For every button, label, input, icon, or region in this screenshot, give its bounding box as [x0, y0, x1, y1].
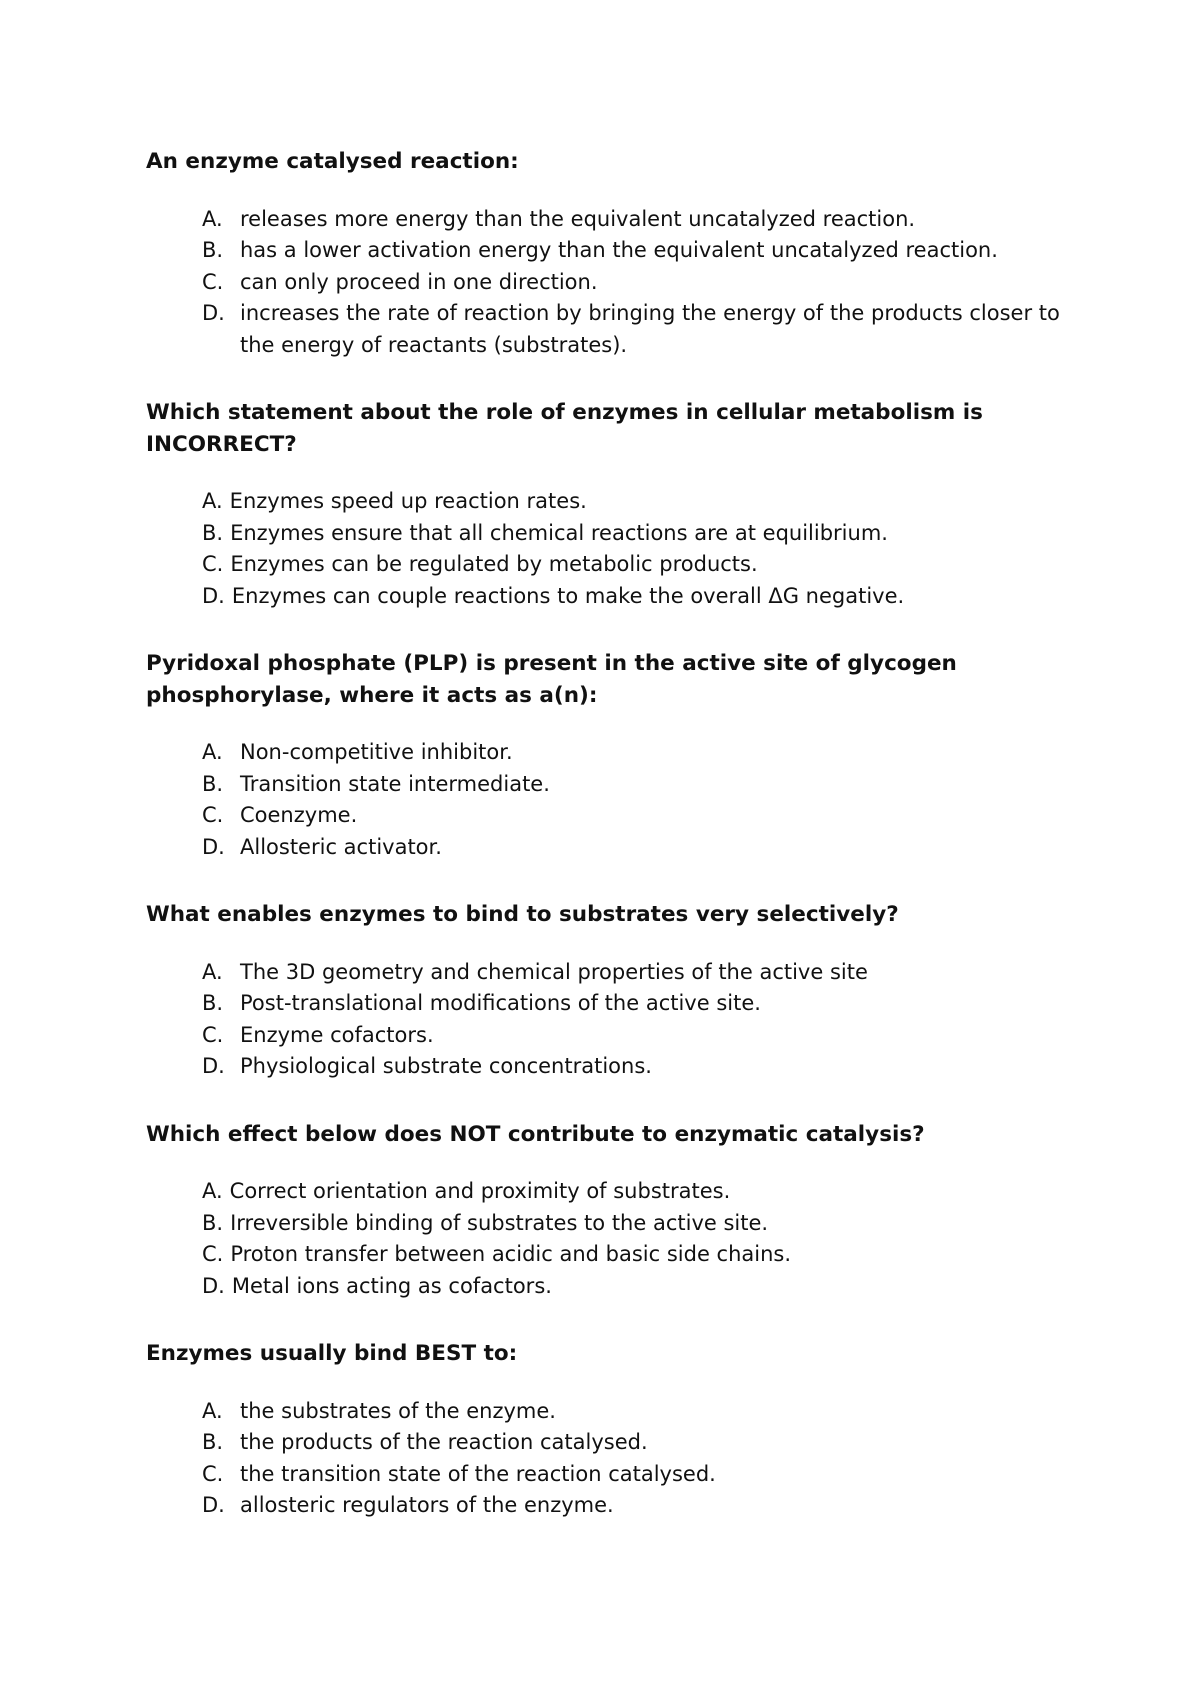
- question-title: Which statement about the role of enzymes in cellular metabolism is INCORRECT?: [146, 400, 983, 457]
- option-letter: A.: [202, 206, 223, 231]
- option-list: [146, 737, 1076, 863]
- option-d: [202, 832, 1076, 864]
- option-letter: D.: [202, 1273, 225, 1298]
- option-text: Post-translational modifications of the active site.: [240, 991, 761, 1015]
- option-text: Metal ions acting as cofactors.: [231, 1273, 552, 1298]
- option-letter: C.: [202, 1022, 224, 1047]
- option-text: Enzymes can be regulated by metabolic products.: [230, 552, 758, 576]
- question-6: [146, 1338, 1076, 1522]
- option-text: can only proceed in one direction.: [240, 269, 598, 294]
- option-text: Coenzyme.: [240, 803, 358, 827]
- question-1: [146, 146, 1076, 361]
- option-text: Enzyme cofactors.: [240, 1022, 434, 1047]
- option-letter: B.: [202, 1210, 224, 1235]
- option-text: the substrates of the enzyme.: [240, 1398, 556, 1423]
- question-title: An enzyme catalysed reaction:: [146, 149, 519, 174]
- question-4: [146, 899, 1076, 1083]
- option-text: Enzymes ensure that all chemical reactions are at equilibrium.: [230, 520, 888, 545]
- option-letter: C.: [202, 269, 224, 294]
- option-c: [202, 800, 1076, 832]
- question-2: [146, 397, 1076, 612]
- option-b: [202, 235, 1076, 267]
- option-d: [202, 1271, 1076, 1303]
- option-text: Enzymes speed up reaction rates.: [229, 489, 587, 513]
- option-letter: C.: [202, 552, 224, 576]
- option-text: allosteric regulators of the enzyme.: [240, 1493, 614, 1517]
- option-letter: A.: [202, 1179, 223, 1203]
- option-d: [202, 1051, 1076, 1083]
- option-letter: D.: [202, 834, 225, 859]
- option-a: [202, 204, 1076, 236]
- option-text: Proton transfer between acidic and basic side chains.: [230, 1242, 792, 1266]
- option-letter: A.: [202, 959, 223, 984]
- option-letter: B.: [202, 991, 224, 1015]
- option-text: Non-competitive inhibitor.: [240, 740, 513, 764]
- option-letter: B.: [202, 520, 224, 545]
- option-text: the products of the reaction catalysed.: [240, 1430, 648, 1454]
- option-letter: A.: [202, 740, 223, 764]
- option-letter: B.: [202, 238, 224, 262]
- document-page: [146, 146, 1076, 1558]
- option-d: [202, 298, 1076, 361]
- option-b: [202, 518, 1076, 550]
- question-5: [146, 1119, 1076, 1303]
- option-d: [202, 581, 1076, 613]
- option-text: the transition state of the reaction catalysed.: [240, 1461, 716, 1486]
- option-text: Irreversible binding of substrates to the active site.: [230, 1210, 769, 1235]
- option-letter: D.: [202, 1054, 225, 1078]
- option-letter: A.: [202, 1398, 223, 1423]
- option-a: [202, 486, 1076, 518]
- option-d: [202, 1490, 1076, 1522]
- option-text: has a lower activation energy than the equivalent uncatalyzed reaction.: [240, 238, 998, 262]
- option-a: [202, 737, 1076, 769]
- option-text: Allosteric activator.: [240, 834, 442, 859]
- option-text: Physiological substrate concentrations.: [240, 1054, 652, 1078]
- option-text: Correct orientation and proximity of substrates.: [229, 1179, 731, 1203]
- option-letter: D.: [202, 583, 225, 608]
- question-3: [146, 648, 1076, 863]
- option-text: Transition state intermediate.: [240, 771, 550, 796]
- option-letter: A.: [202, 489, 223, 513]
- option-letter: B.: [202, 1430, 224, 1454]
- option-letter: C.: [202, 1461, 224, 1486]
- option-c: [202, 1020, 1076, 1052]
- question-title: Which effect below does NOT contribute to enzymatic catalysis?: [146, 1121, 925, 1147]
- option-letter: B.: [202, 771, 224, 796]
- option-text: increases the rate of reaction by bringing the energy of the products closer to the energy of reactants (substrates).: [240, 301, 1060, 357]
- option-list: [146, 204, 1076, 362]
- option-b: [202, 1208, 1076, 1240]
- option-b: [202, 769, 1076, 801]
- question-title: Pyridoxal phosphate (PLP) is present in the active site of glycogen phosphorylase, where it acts as a(n):: [146, 651, 957, 708]
- option-a: [202, 1176, 1076, 1208]
- option-c: [202, 549, 1076, 581]
- option-c: [202, 1239, 1076, 1271]
- option-text: Enzymes can couple reactions to make the overall ΔG negative.: [231, 583, 905, 608]
- option-text: releases more energy than the equivalent uncatalyzed reaction.: [240, 206, 916, 231]
- option-letter: D.: [202, 1493, 225, 1517]
- option-a: [202, 957, 1076, 989]
- option-list: [146, 486, 1076, 612]
- option-list: [146, 957, 1076, 1083]
- option-letter: D.: [202, 301, 225, 325]
- option-list: [146, 1176, 1076, 1302]
- option-text: The 3D geometry and chemical properties of the active site: [240, 959, 868, 984]
- option-letter: C.: [202, 803, 224, 827]
- option-list: [146, 1396, 1076, 1522]
- question-title: Enzymes usually bind BEST to:: [146, 1341, 518, 1366]
- option-b: [202, 988, 1076, 1020]
- option-letter: C.: [202, 1242, 224, 1266]
- question-title: What enables enzymes to bind to substrates very selectively?: [146, 902, 899, 927]
- option-a: [202, 1396, 1076, 1428]
- option-c: [202, 1459, 1076, 1491]
- option-c: [202, 267, 1076, 299]
- option-b: [202, 1427, 1076, 1459]
